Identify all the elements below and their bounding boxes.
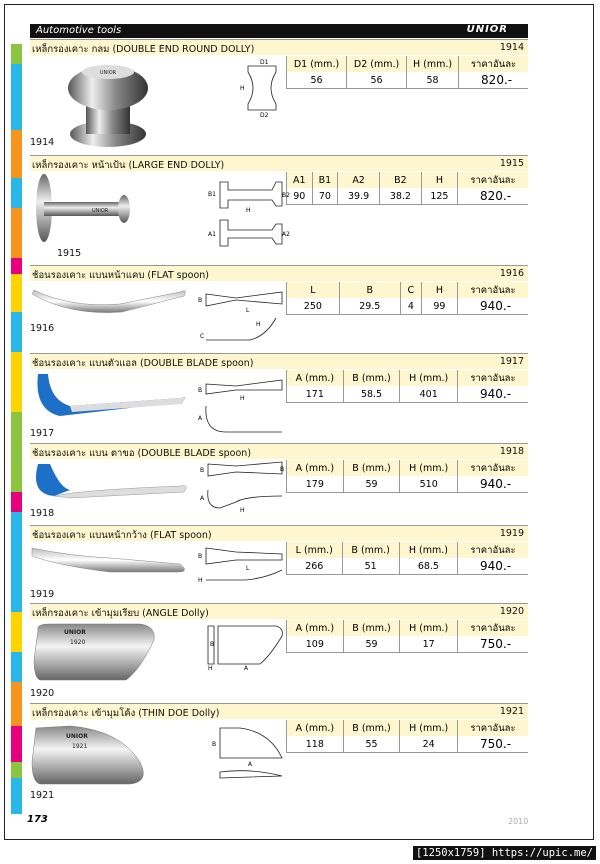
product-photo-1919 bbox=[30, 542, 190, 582]
caption-1915: 1915 bbox=[57, 248, 82, 259]
product-title-1919: ช้อนรองเคาะ แบนหน้ากว้าง (FLAT spoon) 1919 bbox=[30, 525, 528, 541]
caption-1919: 1919 bbox=[30, 589, 55, 600]
unior-logo-1914: UNIOR bbox=[99, 70, 117, 76]
product-title-1920: เหล็กรองเคาะ เข้ามุมเรียบ (ANGLE Dolly) 1920 bbox=[30, 603, 528, 619]
svg-text:B: B bbox=[198, 387, 203, 394]
product-title-1915: เหล็กรองเคาะ หน้าเป้น (LARGE END DOLLY) 1915 bbox=[30, 155, 528, 171]
svg-text:A: A bbox=[200, 495, 205, 502]
product-photo-1914 bbox=[58, 60, 158, 150]
spec-table-1914: D1 (mm.) D2 (mm.) H (mm.) ราคาอันละ 56 56 58 820.- bbox=[286, 56, 528, 89]
svg-text:B: B bbox=[200, 467, 205, 474]
product-photo-1916 bbox=[30, 282, 190, 322]
spec-table-1915: A1 B1 A2 B2 H ราคาอันละ 90 70 39.9 38.2 125 820.- bbox=[286, 172, 528, 205]
svg-text:B: B bbox=[198, 553, 203, 560]
caption-1918: 1918 bbox=[30, 508, 55, 519]
svg-text:H: H bbox=[240, 85, 245, 92]
category-title: Automotive tools bbox=[36, 25, 122, 36]
upload-stamp: [1250x1759] https://upic.me/ bbox=[413, 846, 596, 860]
dimension-diagram-1920 bbox=[204, 620, 288, 670]
dimension-diagram-1918 bbox=[196, 460, 288, 520]
dimension-diagram-1915 bbox=[206, 178, 288, 258]
svg-text:H: H bbox=[198, 577, 203, 584]
svg-text:L: L bbox=[246, 307, 250, 314]
dimension-diagram-1917 bbox=[196, 376, 286, 438]
svg-text:1920: 1920 bbox=[70, 639, 86, 646]
svg-text:A: A bbox=[198, 415, 203, 422]
svg-text:B2: B2 bbox=[282, 192, 290, 199]
svg-text:H: H bbox=[246, 207, 251, 214]
caption-1920: 1920 bbox=[30, 688, 55, 699]
brand-logo: UNIOR bbox=[466, 24, 508, 35]
svg-text:B: B bbox=[210, 641, 215, 648]
spec-table-1918: A (mm.) B (mm.) H (mm.) ราคาอันละ 179 59 510 940.- bbox=[286, 460, 528, 493]
svg-text:A1: A1 bbox=[208, 231, 216, 238]
product-photo-1918 bbox=[30, 460, 190, 506]
svg-text:H: H bbox=[240, 507, 245, 514]
product-title-1916: ช้อนรองเคาะ แบนหน้าแคบ (FLAT spoon) 1916 bbox=[30, 265, 528, 281]
spec-table-1917: A (mm.) B (mm.) H (mm.) ราคาอันละ 171 58.5 401 940.- bbox=[286, 370, 528, 403]
product-title-1914: เหล็กรองเคาะ กลม (DOUBLE END ROUND DOLLY) 1914 bbox=[30, 39, 528, 55]
svg-text:UNIOR: UNIOR bbox=[64, 629, 86, 636]
catalog-year: 2010 bbox=[508, 817, 529, 826]
spec-table-1921: A (mm.) B (mm.) H (mm.) ราคาอันละ 118 55 24 750.- bbox=[286, 720, 528, 753]
spec-table-1919: L (mm.) B (mm.) H (mm.) ราคาอันละ 266 51 68.5 940.- bbox=[286, 542, 528, 575]
svg-text:H: H bbox=[208, 665, 213, 672]
catalog-header bbox=[30, 24, 528, 38]
caption-1914: 1914 bbox=[30, 137, 55, 148]
svg-text:B: B bbox=[280, 466, 285, 473]
svg-text:C: C bbox=[200, 333, 205, 340]
dimension-diagram-1921 bbox=[210, 722, 288, 782]
svg-text:H: H bbox=[256, 321, 261, 328]
svg-text:B: B bbox=[198, 297, 203, 304]
svg-text:UNIOR: UNIOR bbox=[66, 733, 88, 740]
product-title-1917: ช้อนรองเคาะ แบนตัวแอล (DOUBLE BLADE spoon) 1917 bbox=[30, 353, 528, 369]
page-number: 173 bbox=[27, 814, 48, 825]
svg-text:A: A bbox=[244, 665, 249, 672]
product-photo-1920 bbox=[30, 620, 160, 686]
svg-text:1921: 1921 bbox=[72, 743, 88, 750]
svg-text:A: A bbox=[248, 761, 253, 768]
product-title-1918: ช้อนรองเคาะ แบน ตาขอ (DOUBLE BLADE spoon) 1918 bbox=[30, 443, 528, 459]
svg-text:D2: D2 bbox=[260, 112, 269, 119]
svg-text:L: L bbox=[246, 565, 250, 572]
dimension-diagram-1919 bbox=[196, 544, 286, 592]
svg-text:B1: B1 bbox=[208, 191, 216, 198]
dimension-diagram-1914 bbox=[238, 58, 286, 118]
svg-text:B: B bbox=[212, 741, 217, 748]
svg-text:H: H bbox=[240, 395, 245, 402]
svg-text:UNIOR: UNIOR bbox=[92, 208, 109, 214]
svg-text:A2: A2 bbox=[282, 231, 290, 238]
caption-1916: 1916 bbox=[30, 323, 55, 334]
caption-1917: 1917 bbox=[30, 428, 55, 439]
svg-text:D1: D1 bbox=[260, 59, 269, 66]
product-photo-1915 bbox=[32, 172, 132, 252]
spec-table-1916: L B C H ราคาอันละ 250 29.5 4 99 940.- bbox=[286, 282, 528, 315]
product-photo-1917 bbox=[30, 370, 190, 428]
product-title-1921: เหล็กรองเคาะ เข้ามุมโค้ง (THIN DOE Dolly) 1921 bbox=[30, 703, 528, 719]
product-photo-1921 bbox=[30, 722, 160, 788]
dimension-diagram-1916 bbox=[196, 286, 286, 348]
caption-1921: 1921 bbox=[30, 790, 55, 801]
spec-table-1920: A (mm.) B (mm.) H (mm.) ราคาอันละ 109 59 17 750.- bbox=[286, 620, 528, 653]
